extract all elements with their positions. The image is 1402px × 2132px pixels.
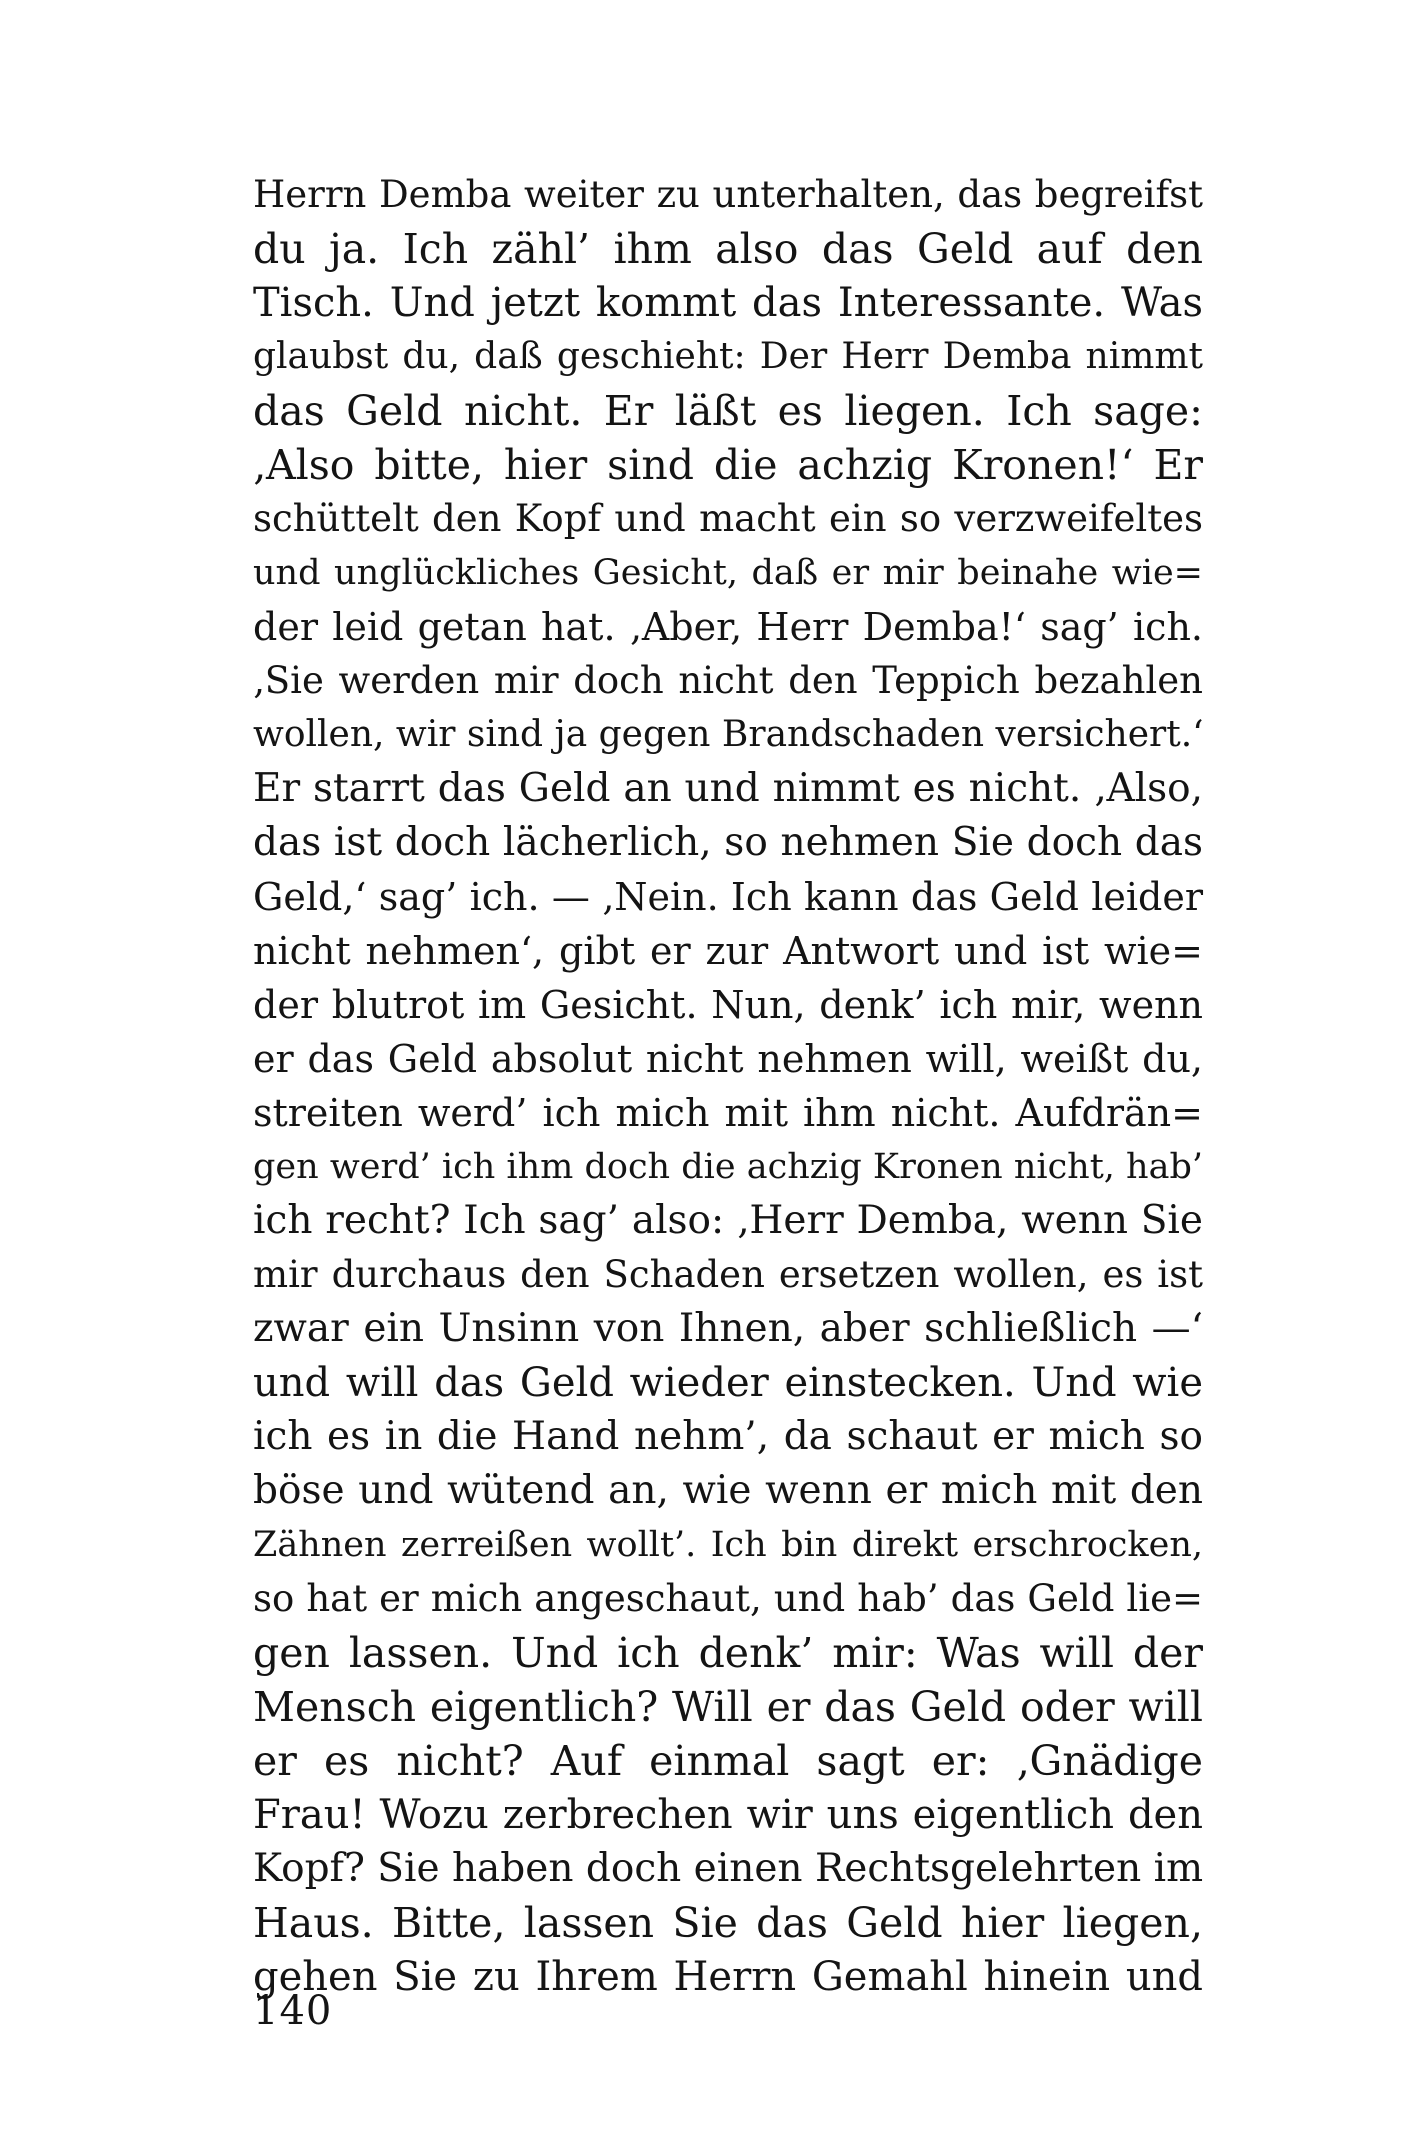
- text-line: der leid getan hat. ‚Aber, Herr Demba!‘ sag’ ich.: [253, 605, 1203, 649]
- text-line: gen werd’ ich ihm doch die achzig Kronen nicht, hab’: [253, 1147, 1203, 1187]
- text-line: das Geld nicht. Er läßt es liegen. Ich sage:: [253, 387, 1203, 435]
- text-line: er es nicht? Auf einmal sagt er: ‚Gnädige: [253, 1737, 1203, 1785]
- text-line: und unglückliches Gesicht, daß er mir beinahe wie=: [253, 553, 1203, 593]
- text-line: so hat er mich angeschaut, und hab’ das Geld lie=: [253, 1577, 1203, 1620]
- text-line: zwar ein Unsinn von Ihnen, aber schließlich —‘: [253, 1306, 1203, 1351]
- text-line: das ist doch lächerlich, so nehmen Sie doch das: [253, 820, 1203, 865]
- text-line: böse und wütend an, wie wenn er mich mit den: [253, 1468, 1203, 1513]
- text-line: gehen Sie zu Ihrem Herrn Gemahl hinein und: [253, 1954, 1203, 2000]
- text-line: Frau! Wozu zerbrechen wir uns eigentlich den: [253, 1792, 1203, 1838]
- text-line: Geld,‘ sag’ ich. — ‚Nein. Ich kann das Geld leider: [253, 875, 1203, 919]
- text-line: schüttelt den Kopf und macht ein so verzweifeltes: [253, 497, 1203, 540]
- text-line: der blutrot im Gesicht. Nun, denk’ ich mir, wenn: [253, 983, 1203, 1027]
- text-line: Zähnen zerreißen wollt’. Ich bin direkt erschrocken,: [253, 1525, 1203, 1565]
- text-line: streiten werd’ ich mich mit ihm nicht. Aufdrän=: [253, 1091, 1203, 1135]
- text-line: Haus. Bitte, lassen Sie das Geld hier liegen,: [253, 1899, 1203, 1947]
- text-line: mir durchaus den Schaden ersetzen wollen, es ist: [253, 1253, 1203, 1296]
- text-line: ‚Also bitte, hier sind die achzig Kronen!‘ Er: [253, 441, 1203, 489]
- text-line: du ja. Ich zähl’ ihm also das Geld auf den: [253, 225, 1203, 273]
- text-line: Kopf? Sie haben doch einen Rechtsgelehrten im: [253, 1846, 1204, 1891]
- text-line: wollen, wir sind ja gegen Brandschaden versichert.‘: [253, 714, 1204, 755]
- text-line: er das Geld absolut nicht nehmen will, weißt du,: [253, 1037, 1203, 1081]
- page-number: 140: [253, 1988, 333, 2034]
- body-text: [253, 168, 1203, 2004]
- text-line: und will das Geld wieder einstecken. Und wie: [253, 1360, 1203, 1406]
- text-line: ich es in die Hand nehm’, da schaut er mich so: [253, 1414, 1203, 1459]
- text-line: ‚Sie werden mir doch nicht den Teppich bezahlen: [253, 659, 1203, 702]
- text-line: ich recht? Ich sag’ also: ‚Herr Demba, wenn Sie: [253, 1198, 1203, 1243]
- text-line: gen lassen. Und ich denk’ mir: Was will der: [253, 1629, 1203, 1677]
- text-line: Mensch eigentlich? Will er das Geld oder will: [253, 1683, 1203, 1731]
- text-line: nicht nehmen‘, gibt er zur Antwort und ist wie=: [253, 929, 1203, 973]
- text-line: Tisch. Und jetzt kommt das Interessante. Was: [253, 280, 1203, 326]
- text-line: Herrn Demba weiter zu unterhalten, das begreifst: [253, 173, 1203, 216]
- text-line: glaubst du, daß geschieht: Der Herr Demba nimmt: [253, 336, 1203, 377]
- text-line: Er starrt das Geld an und nimmt es nicht. ‚Also,: [253, 766, 1203, 811]
